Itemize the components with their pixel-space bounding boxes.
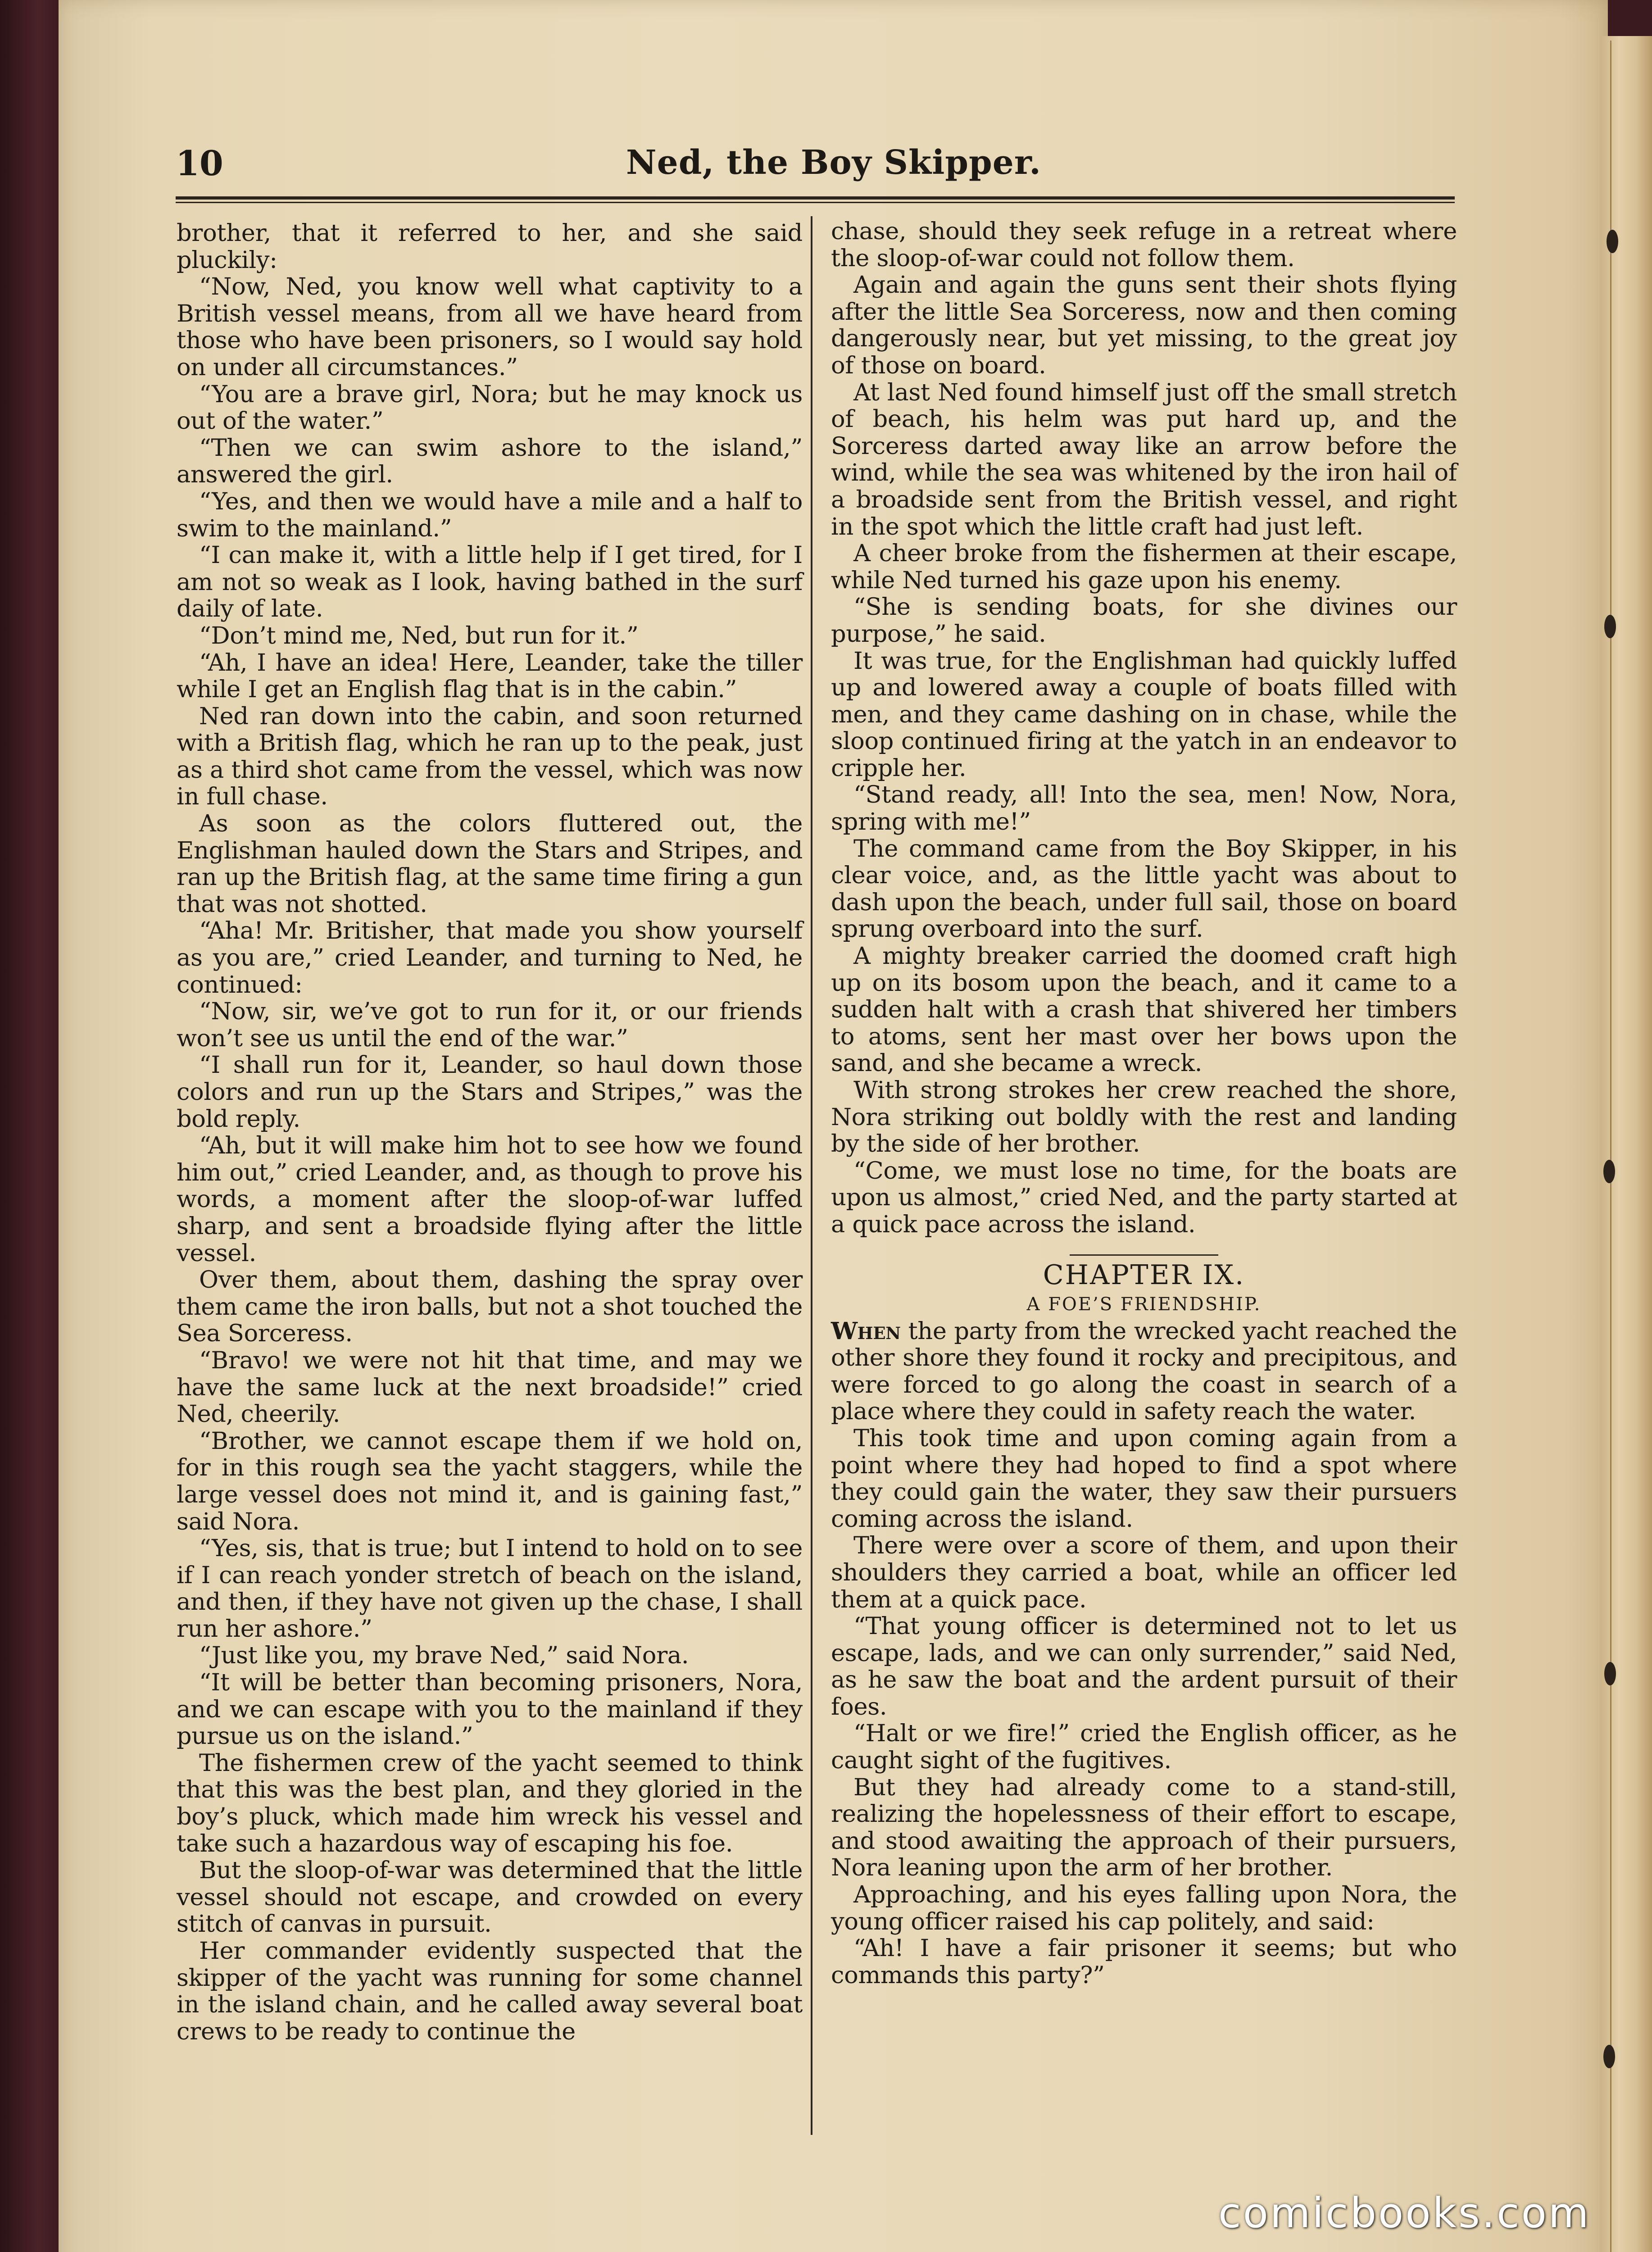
site-watermark: comicbooks.com <box>1218 2189 1591 2237</box>
paragraph: At last Ned found himself just off the small stretch of beach, his helm was put hard up, and the Sorceress darted away like an arrow before the wind, while the sea was whitened by the iron hail of a broadside sent from the British vessel, and right in the spot which the little craft had just left. <box>831 378 1457 540</box>
paragraph: Again and again the guns sent their shots flying after the little Sea Sorceress, now and then coming dangerously near, but yet missing, to the great joy of those on board. <box>831 271 1457 379</box>
paragraph: Her commander evidently suspected that the skipper of the yacht was running for some channel in the island chain, and he called away several boat crews to be ready to continue the <box>177 1937 803 2045</box>
chapter-heading <box>831 1254 1457 1291</box>
paragraph: “Ah! I have a fair prisoner it seems; but who commands this party?” <box>831 1934 1457 1989</box>
book-spine <box>1601 36 1652 2252</box>
paragraph: “Now, Ned, you know well what captivity to a British vessel means, from all we have heard from those who have been prisoners, so I would say hold on under all circumstances.” <box>177 273 803 381</box>
paragraph: Over them, about them, dashing the spray over them came the iron balls, but not a shot touched the Sea Sorceress. <box>177 1266 803 1348</box>
paragraph: “Come, we must lose no time, for the boats are upon us almost,” cried Ned, and the party started at a quick pace across the island. <box>831 1157 1457 1238</box>
chapter-rule <box>1070 1254 1218 1256</box>
paragraph: There were over a score of them, and upon their shoulders they carried a boat, while an officer led them at a quick pace. <box>831 1532 1457 1613</box>
paragraph: “Aha! Mr. Britisher, that made you show yourself as you are,” cried Leander, and turning to Ned, he continued: <box>177 917 803 999</box>
paragraph: “I can make it, with a little help if I get tired, for I am not so weak as I look, having bathed in the surf daily of late. <box>177 541 803 623</box>
paragraph: brother, that it referred to her, and she said pluckily: <box>177 219 803 274</box>
paragraph: “Just like you, my brave Ned,” said Nora. <box>199 1642 689 1670</box>
paragraph: With strong strokes her crew reached the shore, Nora striking out boldly with the rest and landing by the side of her brother. <box>831 1076 1457 1158</box>
binding-stitch <box>1603 2045 1615 2068</box>
header-rule-thin <box>176 202 1455 203</box>
page-header <box>176 143 1459 184</box>
paragraph: “Ah, but it will make him hot to see how we found him out,” cried Leander, and, as though to prove his words, a moment after the sloop-of-war luffed sharp, and sent a broadside flying after the little vessel. <box>177 1132 803 1267</box>
page-number: 10 <box>176 143 223 183</box>
running-title: Ned, the Boy Skipper. <box>626 143 1041 182</box>
paragraph: “It will be better than becoming prisoners, Nora, and we can escape with you to the mainland if they pursue us on the island.” <box>177 1669 803 1750</box>
paragraph: “Yes, sis, that is true; but I intend to hold on to see if I can reach yonder stretch of beach on the island, and then, if they have not given up the chase, I shall run her ashore.” <box>177 1535 803 1643</box>
paragraph: The command came from the Boy Skipper, in his clear voice, and, as the little yacht was about to dash upon the beach, under full sail, those on board sprung overboard into the surf. <box>831 835 1457 943</box>
chapter-opening-text: the party from the wrecked yacht reached the other shore they found it rocky and precipitous, and were forced to go along the coast in search of a place where they could in safety reach the water. <box>831 1317 1457 1426</box>
header-rule <box>176 196 1455 200</box>
paragraph: “Stand ready, all! Into the sea, men! Now, Nora, spring with me!” <box>831 781 1457 836</box>
paragraph: Approaching, and his eyes falling upon Nora, the young officer raised his cap politely, and said: <box>831 1881 1457 1935</box>
spine-fold-line <box>1610 41 1611 2252</box>
column-divider <box>811 216 812 2135</box>
scan-background <box>0 0 63 2252</box>
paragraph: “She is sending boats, for she divines our purpose,” he said. <box>831 593 1457 648</box>
paragraph: “Then we can swim ashore to the island,” answered the girl. <box>177 434 803 489</box>
paragraph: “Ah, I have an idea! Here, Leander, take the tiller while I get an English flag that is in the cabin.” <box>177 649 803 704</box>
right-text-column <box>831 218 1457 2146</box>
paragraph: chase, should they seek refuge in a retreat where the sloop-of-war could not follow them. <box>831 218 1457 272</box>
binding-stitch <box>1607 230 1618 253</box>
paragraph: “Halt or we fire!” cried the English officer, as he caught sight of the fugitives. <box>831 1720 1457 1775</box>
paragraph: But they had already come to a stand-still, realizing the hopelessness of their effort to escape, and stood awaiting the approach of their pursuers, Nora leaning upon the arm of her brother. <box>831 1773 1457 1882</box>
paragraph: A cheer broke from the fishermen at their escape, while Ned turned his gaze upon his enemy. <box>831 540 1457 594</box>
paragraph: “I shall run for it, Leander, so haul down those colors and run up the Stars and Stripes,” was the bold reply. <box>177 1051 803 1133</box>
right-column-text-after-chapter <box>831 1425 1457 1989</box>
chapter-title: CHAPTER IX. <box>1043 1259 1245 1291</box>
right-column-text-before-chapter <box>831 218 1457 1238</box>
paragraph: The fishermen crew of the yacht seemed to think that this was the best plan, and they gloried in the boy’s pluck, which made him wreck his vessel and take such a hazardous way of escaping his foe. <box>177 1749 803 1857</box>
paragraph: “Now, sir, we’ve got to run for it, or our friends won’t see us until the end of the war.” <box>177 998 803 1052</box>
paragraph: It was true, for the Englishman had quickly luffed up and lowered away a couple of boats filled with men, and they came dashing on in chase, while the sloop continued firing at the yatch in an endeavor to cripple her. <box>831 647 1457 782</box>
paragraph: “That young officer is determined not to let us escape, lads, and we can only surrender,” said Ned, as he saw the boat and the ardent pursuit of their foes. <box>831 1612 1457 1721</box>
chapter-subtitle: A FOE’S FRIENDSHIP. <box>1026 1294 1262 1315</box>
binding-stitch <box>1603 1160 1615 1183</box>
paragraph: A mighty breaker carried the doomed craft high up on its bosom upon the beach, and it came to a sudden halt with a crash that shivered her timbers to atoms, sent her mast over her bows upon the sand, and she became a wreck. <box>831 942 1457 1077</box>
paragraph: Ned ran down into the cabin, and soon returned with a British flag, which he ran up to the peak, just as a third shot came from the vessel, which was now in full chase. <box>177 702 803 811</box>
binding-stitch <box>1604 615 1616 638</box>
paragraph: “Don’t mind me, Ned, but run for it.” <box>199 622 639 649</box>
paragraph: “Yes, and then we would have a mile and a half to swim to the mainland.” <box>177 487 803 542</box>
paragraph: “Brother, we cannot escape them if we hold on, for in this rough sea the yacht staggers, while the large vessel does not mind it, and is gaining fast,” said Nora. <box>177 1427 803 1535</box>
paragraph: This took time and upon coming again from a point where they had hoped to find a spot where they could gain the water, they saw their pursuers coming across the island. <box>831 1424 1457 1533</box>
chapter-opening-word: When <box>831 1317 901 1345</box>
paragraph: “Bravo! we were not hit that time, and may we have the same luck at the next broadside!” cried Ned, cheerily. <box>177 1346 803 1428</box>
left-text-column <box>177 220 803 2148</box>
binding-stitch <box>1604 1662 1616 1685</box>
paragraph: “You are a brave girl, Nora; but he may knock us out of the water.” <box>177 380 803 435</box>
chapter-opening-paragraph <box>831 1318 1457 1425</box>
paragraph: But the sloop-of-war was determined that the little vessel should not escape, and crowded on every stitch of canvas in pursuit. <box>177 1857 803 1938</box>
paragraph: As soon as the colors fluttered out, the Englishman hauled down the Stars and Stripes, and ran up the British flag, at the same time firing a gun that was not shotted. <box>177 810 803 918</box>
